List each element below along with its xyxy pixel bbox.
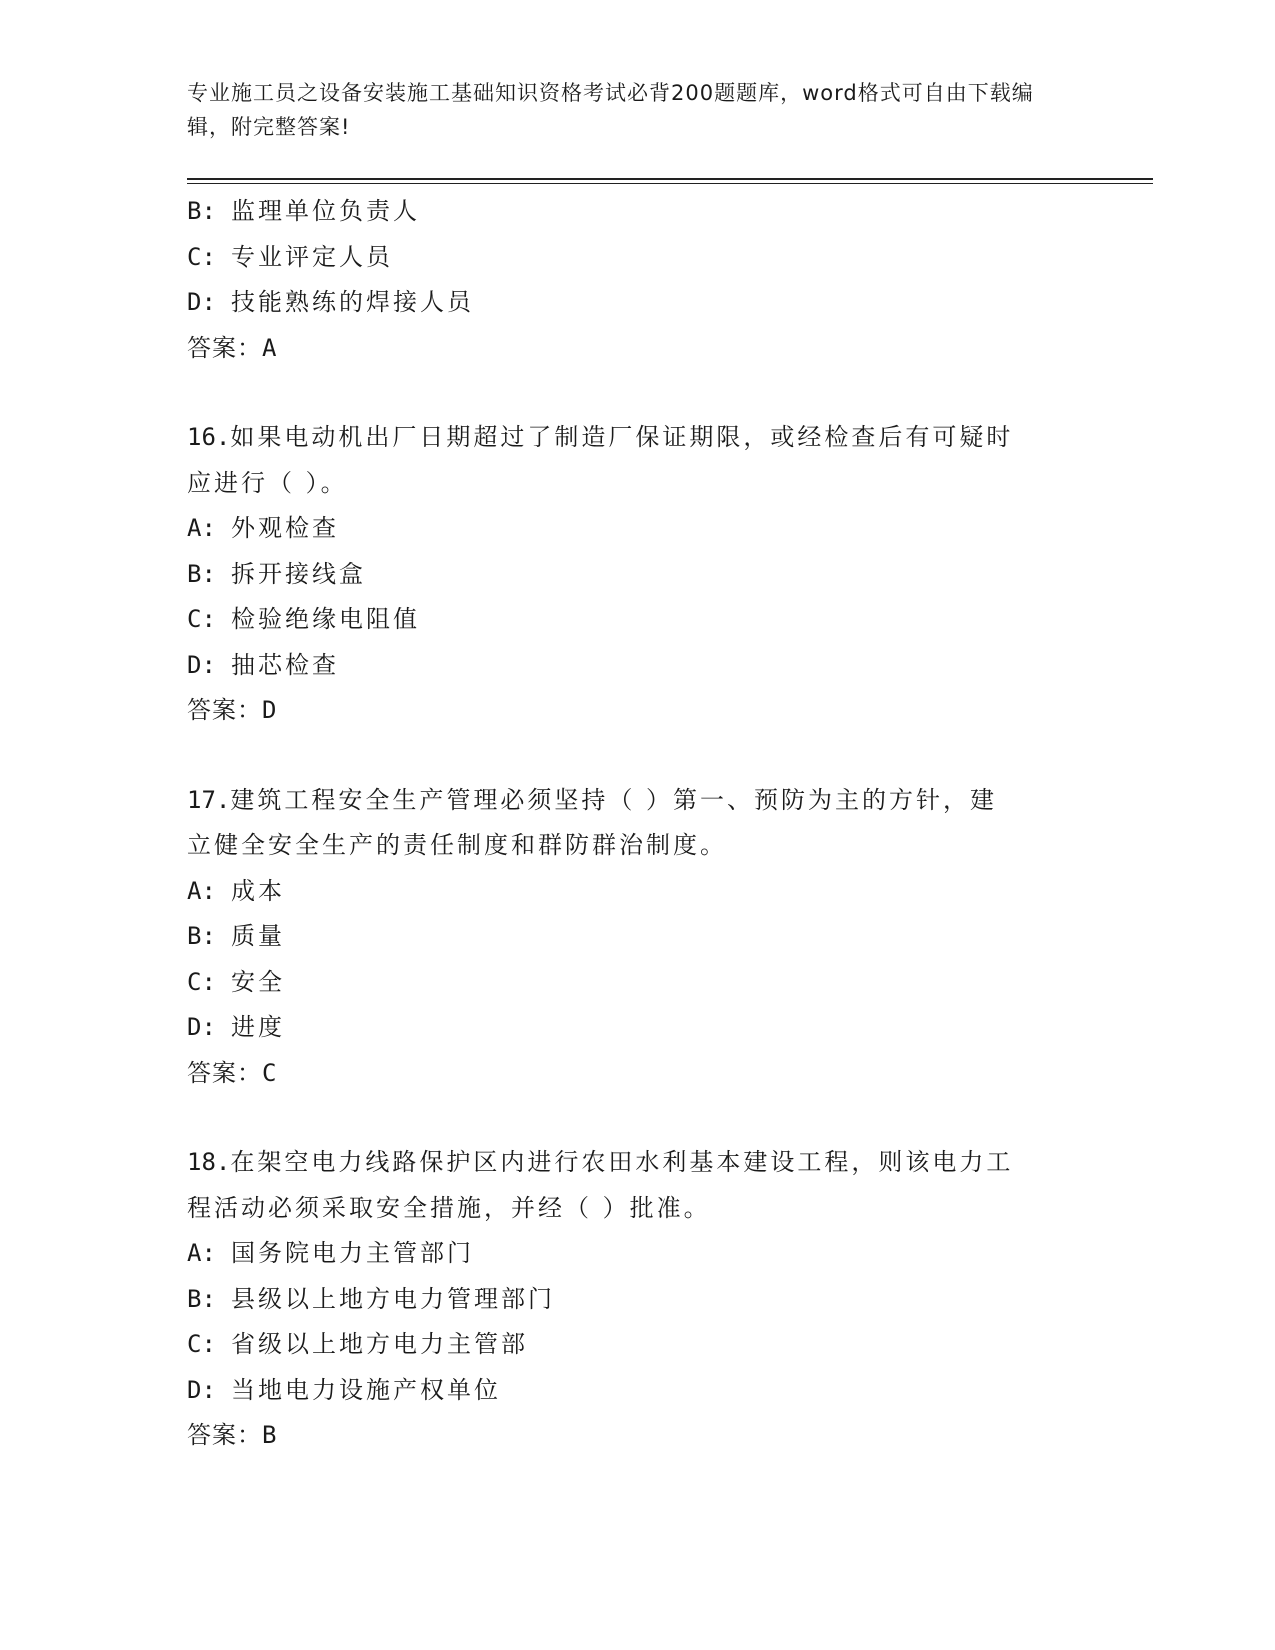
question-list bbox=[187, 189, 1087, 1459]
option-text: 国务院电力主管部门 bbox=[231, 1239, 474, 1267]
option-letter: B: bbox=[187, 922, 216, 950]
question-text: 如果电动机出厂日期超过了制造厂保证期限，或经检查后有可疑时 bbox=[230, 423, 1014, 451]
option-d bbox=[187, 1368, 1087, 1414]
option-text: 县级以上地方电力管理部门 bbox=[231, 1284, 555, 1313]
option-b bbox=[187, 189, 1087, 235]
option-letter: C: bbox=[187, 1330, 216, 1358]
answer-value: B bbox=[262, 1421, 278, 1449]
option-letter: A: bbox=[187, 514, 216, 542]
question-text: 建筑工程安全生产管理必须坚持（ ）第一、预防为主的方针，建 bbox=[230, 785, 997, 814]
option-letter: D: bbox=[187, 650, 216, 679]
option-c bbox=[187, 597, 1087, 643]
option-letter: D: bbox=[187, 1013, 216, 1041]
option-b bbox=[187, 1277, 1087, 1323]
header-divider-thin bbox=[187, 183, 1153, 184]
document-header: 专业施工员之设备安装施工基础知识资格考试必背200题题库，word格式可自由下载编辑，附完整答案! bbox=[187, 81, 1034, 139]
answer-value: C bbox=[262, 1058, 278, 1087]
answer-line bbox=[187, 688, 1087, 734]
option-text: 安全 bbox=[231, 967, 285, 996]
option-text: 拆开接线盒 bbox=[231, 559, 366, 588]
option-b bbox=[187, 914, 1087, 960]
answer-label: 答案： bbox=[187, 1058, 262, 1087]
answer-label: 答案： bbox=[187, 333, 262, 362]
option-d bbox=[187, 1005, 1087, 1051]
option-a bbox=[187, 506, 1087, 552]
spacer bbox=[187, 371, 1087, 415]
option-d bbox=[187, 643, 1087, 689]
answer-label: 答案： bbox=[187, 696, 262, 724]
option-c bbox=[187, 960, 1087, 1006]
question-number: 16. bbox=[187, 423, 231, 451]
option-text: 进度 bbox=[231, 1013, 285, 1041]
option-letter: C: bbox=[187, 605, 216, 633]
question-text-line-1 bbox=[187, 1140, 1087, 1186]
question-number: 17. bbox=[187, 785, 231, 814]
option-text: 技能熟练的焊接人员 bbox=[231, 288, 474, 316]
option-letter: D: bbox=[187, 1375, 216, 1404]
question-text-line-2: 程活动必须采取安全措施，并经（ ）批准。 bbox=[187, 1193, 711, 1222]
header-divider-thick bbox=[187, 178, 1153, 180]
option-b bbox=[187, 552, 1087, 598]
spacer bbox=[187, 1096, 1087, 1140]
option-text: 监理单位负责人 bbox=[231, 197, 420, 225]
question-text-line-2: 立健全安全生产的责任制度和群防群治制度。 bbox=[187, 831, 727, 859]
answer-value: A bbox=[262, 333, 278, 362]
question-text-line-1 bbox=[187, 778, 1087, 824]
answer-value: D bbox=[262, 696, 278, 724]
option-letter: A: bbox=[187, 1239, 216, 1267]
option-text: 省级以上地方电力主管部 bbox=[231, 1330, 528, 1358]
spacer bbox=[187, 734, 1087, 778]
option-d bbox=[187, 280, 1087, 326]
question-text-line-1 bbox=[187, 415, 1087, 461]
question-number: 18. bbox=[187, 1148, 231, 1176]
option-a bbox=[187, 1231, 1087, 1277]
option-letter: B: bbox=[187, 1284, 216, 1313]
question-text: 在架空电力线路保护区内进行农田水利基本建设工程，则该电力工 bbox=[230, 1148, 1014, 1176]
question-text-line-2: 应进行（ ）。 bbox=[187, 468, 348, 497]
question-block-17 bbox=[187, 778, 1087, 1097]
option-letter: D: bbox=[187, 288, 216, 316]
option-letter: B: bbox=[187, 559, 216, 588]
option-text: 成本 bbox=[231, 876, 285, 905]
question-block-16 bbox=[187, 415, 1087, 734]
option-text: 质量 bbox=[231, 922, 285, 950]
prev-question-block bbox=[187, 189, 1087, 371]
answer-line bbox=[187, 1051, 1087, 1097]
question-block-18 bbox=[187, 1140, 1087, 1459]
answer-line bbox=[187, 1413, 1087, 1459]
option-text: 抽芯检查 bbox=[231, 650, 339, 679]
answer-line bbox=[187, 326, 1087, 372]
option-letter: A: bbox=[187, 876, 216, 905]
option-a bbox=[187, 869, 1087, 915]
option-c bbox=[187, 1322, 1087, 1368]
option-text: 检验绝缘电阻值 bbox=[231, 605, 420, 633]
option-letter: C: bbox=[187, 967, 216, 996]
option-c bbox=[187, 235, 1087, 281]
answer-label: 答案： bbox=[187, 1421, 262, 1449]
option-text: 专业评定人员 bbox=[231, 242, 393, 271]
option-letter: B: bbox=[187, 197, 216, 225]
option-letter: C: bbox=[187, 242, 216, 271]
option-text: 外观检查 bbox=[231, 514, 339, 542]
option-text: 当地电力设施产权单位 bbox=[231, 1375, 501, 1404]
